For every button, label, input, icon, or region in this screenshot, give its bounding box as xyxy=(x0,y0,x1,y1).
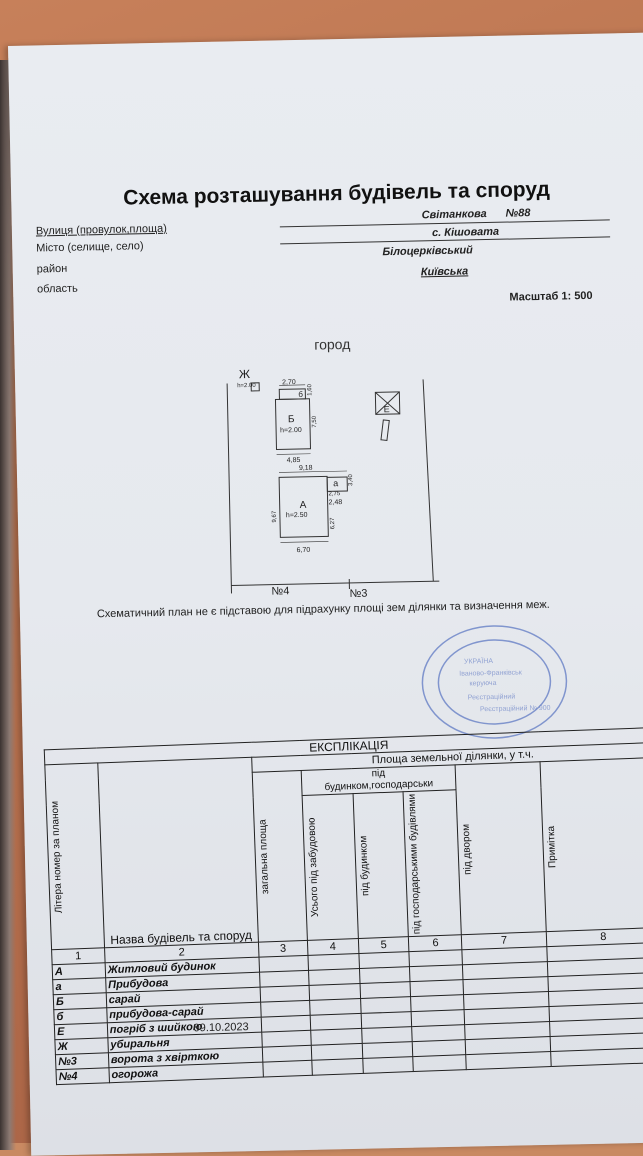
dim-340: 3,40 xyxy=(348,474,354,486)
scale-label: Масштаб 1: 500 xyxy=(509,290,592,304)
dim-275: 2,75 xyxy=(328,491,340,497)
svg-text:керуюча: керуюча xyxy=(469,680,496,688)
plan-label-a: А xyxy=(300,500,307,511)
explication-table xyxy=(44,727,643,1086)
city-value: с. Кішовата xyxy=(432,226,499,239)
dim-248: 2,48 xyxy=(329,499,343,506)
district-label: район xyxy=(37,263,68,276)
col-header-farm: під господарськими будівлями xyxy=(406,792,424,937)
table-row: Ж убиральня xyxy=(55,1018,643,1055)
dim-750: 7,50 xyxy=(312,415,318,427)
dim-627: 6,27 xyxy=(330,517,336,529)
dim-160: 1,60 xyxy=(307,383,313,395)
dim-485: 4,85 xyxy=(287,457,301,464)
plan-label-zh-height: h=2.00 xyxy=(237,383,256,389)
dim-967: 9,67 xyxy=(272,510,278,522)
sub-header-buildings: будинком,господарськи xyxy=(304,777,454,794)
plan-label-a-small: а xyxy=(333,478,338,488)
dim-918: 9,18 xyxy=(299,465,313,472)
street-label: Вулиця (провулок,площа) xyxy=(36,223,167,238)
table-row: №3 ворота з хвірткою xyxy=(55,1033,643,1070)
stamp-text: Реєстраційний № 900 xyxy=(480,704,551,713)
table-row: А Житловий будинок xyxy=(52,943,643,980)
district-value: Білоцерківський xyxy=(382,244,473,258)
city-label: Місто (селище, село) xyxy=(36,240,144,254)
plan-label-b-height: h=2.00 xyxy=(280,427,302,434)
disclaimer-note: Схематичний план не є підставою для підрахунку площі зем ділянки та визначення меж. xyxy=(97,599,550,620)
svg-text:Реєстраційний: Реєстраційний xyxy=(468,693,516,702)
col-header-yard: під двором xyxy=(460,822,475,877)
region-value: Київська xyxy=(421,265,469,278)
document-title: Схема розташування будівель та споруд xyxy=(123,178,550,211)
table-row: а Прибудова xyxy=(53,958,643,995)
plan-north-label: город xyxy=(314,336,350,353)
plan-label-zh: Ж xyxy=(239,367,250,381)
col-header-note: Примітка xyxy=(545,823,560,870)
col-header-litera: Літера номер за планом xyxy=(49,799,66,916)
area-header: Площа земельної ділянки, у т.ч. xyxy=(252,743,643,773)
dim-270: 2,70 xyxy=(282,379,296,386)
street-value: Світанкова xyxy=(422,208,487,221)
col-header-name: Назва будівель та споруд xyxy=(98,757,259,948)
plan-label-n3: №3 xyxy=(349,588,367,600)
region-label: область xyxy=(37,283,78,296)
col-header-house: під будинком xyxy=(357,834,372,899)
plan-label-e: Е xyxy=(384,404,390,414)
table-row: №4 огорожа xyxy=(56,1048,643,1085)
house-number: №88 xyxy=(505,207,530,220)
column-numbers-row: 1 2 3 4 5 6 7 8 xyxy=(52,928,643,965)
col-header-built: Усього під забудовою xyxy=(305,816,322,920)
svg-text:Іваново-Франківськ: Іваново-Франківськ xyxy=(459,668,523,677)
plan-label-a-height: h=2.50 xyxy=(286,512,308,519)
plan-label-n4: №4 xyxy=(271,585,289,597)
dim-670: 6,70 xyxy=(297,547,311,554)
building-e-neck xyxy=(381,420,389,441)
sub-header-pid: під xyxy=(303,765,453,782)
document-date: 09.10.2023 xyxy=(193,1021,248,1034)
official-stamp xyxy=(418,621,570,742)
table-row: б прибудова-сарай xyxy=(54,988,643,1025)
svg-text:УКРАЇНА: УКРАЇНА xyxy=(464,657,494,666)
document-page xyxy=(8,32,643,1155)
site-plan xyxy=(215,359,450,604)
col-header-total: загальна площа xyxy=(256,817,272,896)
fence-bottom-line xyxy=(231,581,439,585)
plan-label-b: Б xyxy=(288,414,295,425)
table-row: Б сарай xyxy=(53,973,643,1010)
plan-label-b-small: б xyxy=(298,390,303,399)
fence-left-line xyxy=(227,383,231,585)
explication-title: ЕКСПЛІКАЦІЯ xyxy=(44,728,643,765)
fence-right-line xyxy=(423,379,433,581)
table-row: Е погріб з шийкою xyxy=(54,1003,643,1040)
